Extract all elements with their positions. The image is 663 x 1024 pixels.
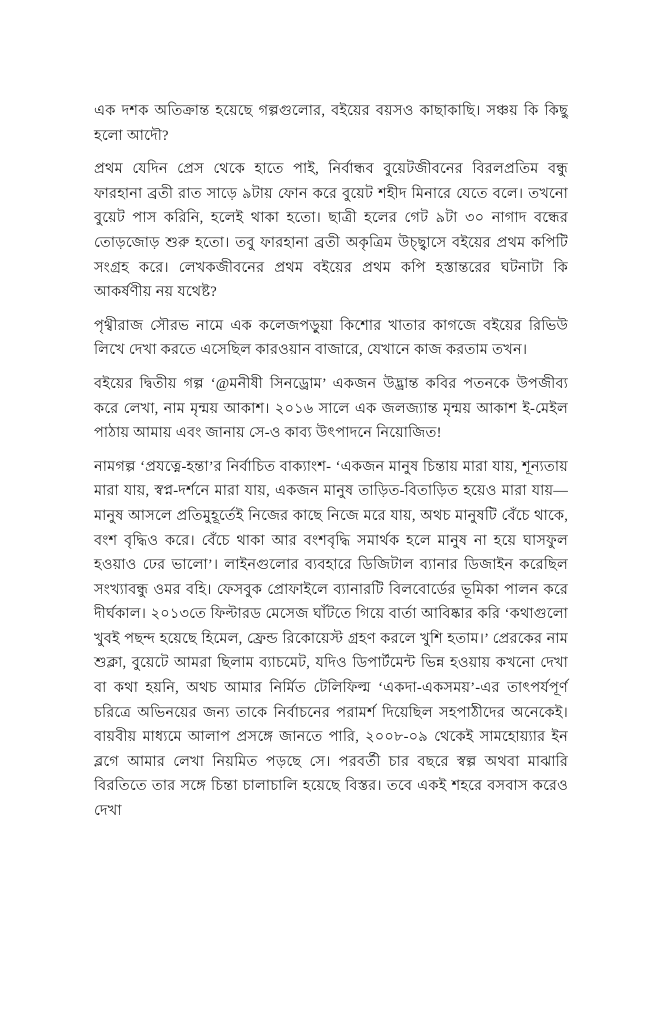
paragraph-4: বইয়ের দ্বিতীয় গল্প ‘@মনীষী সিনড্রোম’ একজন উদ্ভ্রান্ত কবির পতনকে উপজীব্য করে লেখা, নাম মৃন্ময় আকাশ। ২০১৬ সালে এক জলজ্যান্ত মৃন্ময় আকাশ ই-মেইল পাঠায় আমায় এবং জানায় সে-ও কাব্য উৎপাদনে নিয়োজিত! xyxy=(94,375,568,442)
paragraph-5: নামগল্প ‘প্রযত্নে-হন্তা’র নির্বাচিত বাক্যাংশ- ‘একজন মানুষ চিন্তায় মারা যায়, শূন্যতায় মারা যায়, স্বপ্ন-দর্শনে মারা যায়, একজন মানুষ তাড়িত-বিতাড়িত হয়েও মারা যায়— মানুষ আসলে প্রতিমুহূর্তেই নিজের কাছে নিজে মরে যায়, অথচ মানুষটি বেঁচে থাকে, বংশ বৃদ্ধিও করে। বেঁচে থাকা আর বংশবৃদ্ধি সমার্থক হলে মানুষ না হয়ে ঘাসফুল হওয়াও ঢের ভালো’। লাইনগুলোর ব্যবহারে ডিজিটাল ব্যানার ডিজাইন করেছিল সংখ্যাবন্ধু ওমর বহি। ফেসবুক প্রোফাইলে ব্যানারটি বিলবোর্ডের ভূমিকা পালন করে দীর্ঘকাল। ২০১৩তে ফিল্টারড মেসেজ ঘাঁটতে গিয়ে বার্তা আবিষ্কার করি ‘কথাগুলো খুবই পছন্দ হয়েছে হিমেল, ফ্রেন্ড রিকোয়েস্ট গ্রহণ করলে খুশি হতাম।’ প্রেরকের নাম শুক্লা, বুয়েটে আমরা ছিলাম ব্যাচমেট, যদিও ডিপার্টমেন্ট ভিন্ন হওয়ায় কখনো দেখা বা কথা হয়নি, অথচ আমার নির্মিত টেলিফিল্ম ‘একদা-একসময়’-এর তাৎপর্যপূর্ণ চরিত্রে অভিনয়ের জন্য তাকে নির্বাচনের পরামর্শ দিয়েছিল সহপাঠীদের অনেকেই। বায়বীয় মাধ্যমে আলাপ প্রসঙ্গে জানতে পারি, ২০০৮-০৯ থেকেই সামহোয়্যার ইন ব্লগে আমার লেখা নিয়মিত পড়ছে সে। পরবর্তী চার বছরে স্বল্প অথবা মাঝারি বিরতিতে তার সঙ্গে চিন্তা চালাচালি হয়েছে বিস্তর। তবে একই শহরে বসবাস করেও দেখা xyxy=(94,458,568,820)
paragraph-1: এক দশক অতিক্রান্ত হয়েছে গল্পগুলোর, বইয়ের বয়সও কাছাকাছি। সঞ্চয় কি কিছু হলো আদৌ? xyxy=(94,103,568,144)
paragraph-3: পৃথ্বীরাজ সৌরভ নামে এক কলেজপড়ুয়া কিশোর খাতার কাগজে বইয়ের রিভিউ লিখে দেখা করতে এসেছিল কারওয়ান বাজারে, যেখানে কাজ করতাম তখন। xyxy=(94,317,568,359)
paragraph-2: প্রথম যেদিন প্রেস থেকে হাতে পাই, নির্বান্ধব বুয়েটজীবনের বিরলপ্রতিম বন্ধু ফারহানা ব্রতী রাত সাড়ে ৯টায় ফোন করে বুয়েট শহীদ মিনারে যেতে বলে। তখনো বুয়েট পাস করিনি, হলেই থাকা হতো। ছাত্রী হলের গেট ৯টা ৩০ নাগাদ বন্ধের তোড়জোড় শুরু হতো। তবু ফারহানা ব্রতী অকৃত্রিম উচ্ছ্বাসে বইয়ের প্রথম কপিটি সংগ্রহ করে। লেখকজীবনের প্রথম বইয়ের প্রথম কপি হস্তান্তরের ঘটনাটা কি আকর্ষণীয় নয় যথেষ্ট? xyxy=(94,161,568,301)
body-text-column xyxy=(94,99,568,824)
